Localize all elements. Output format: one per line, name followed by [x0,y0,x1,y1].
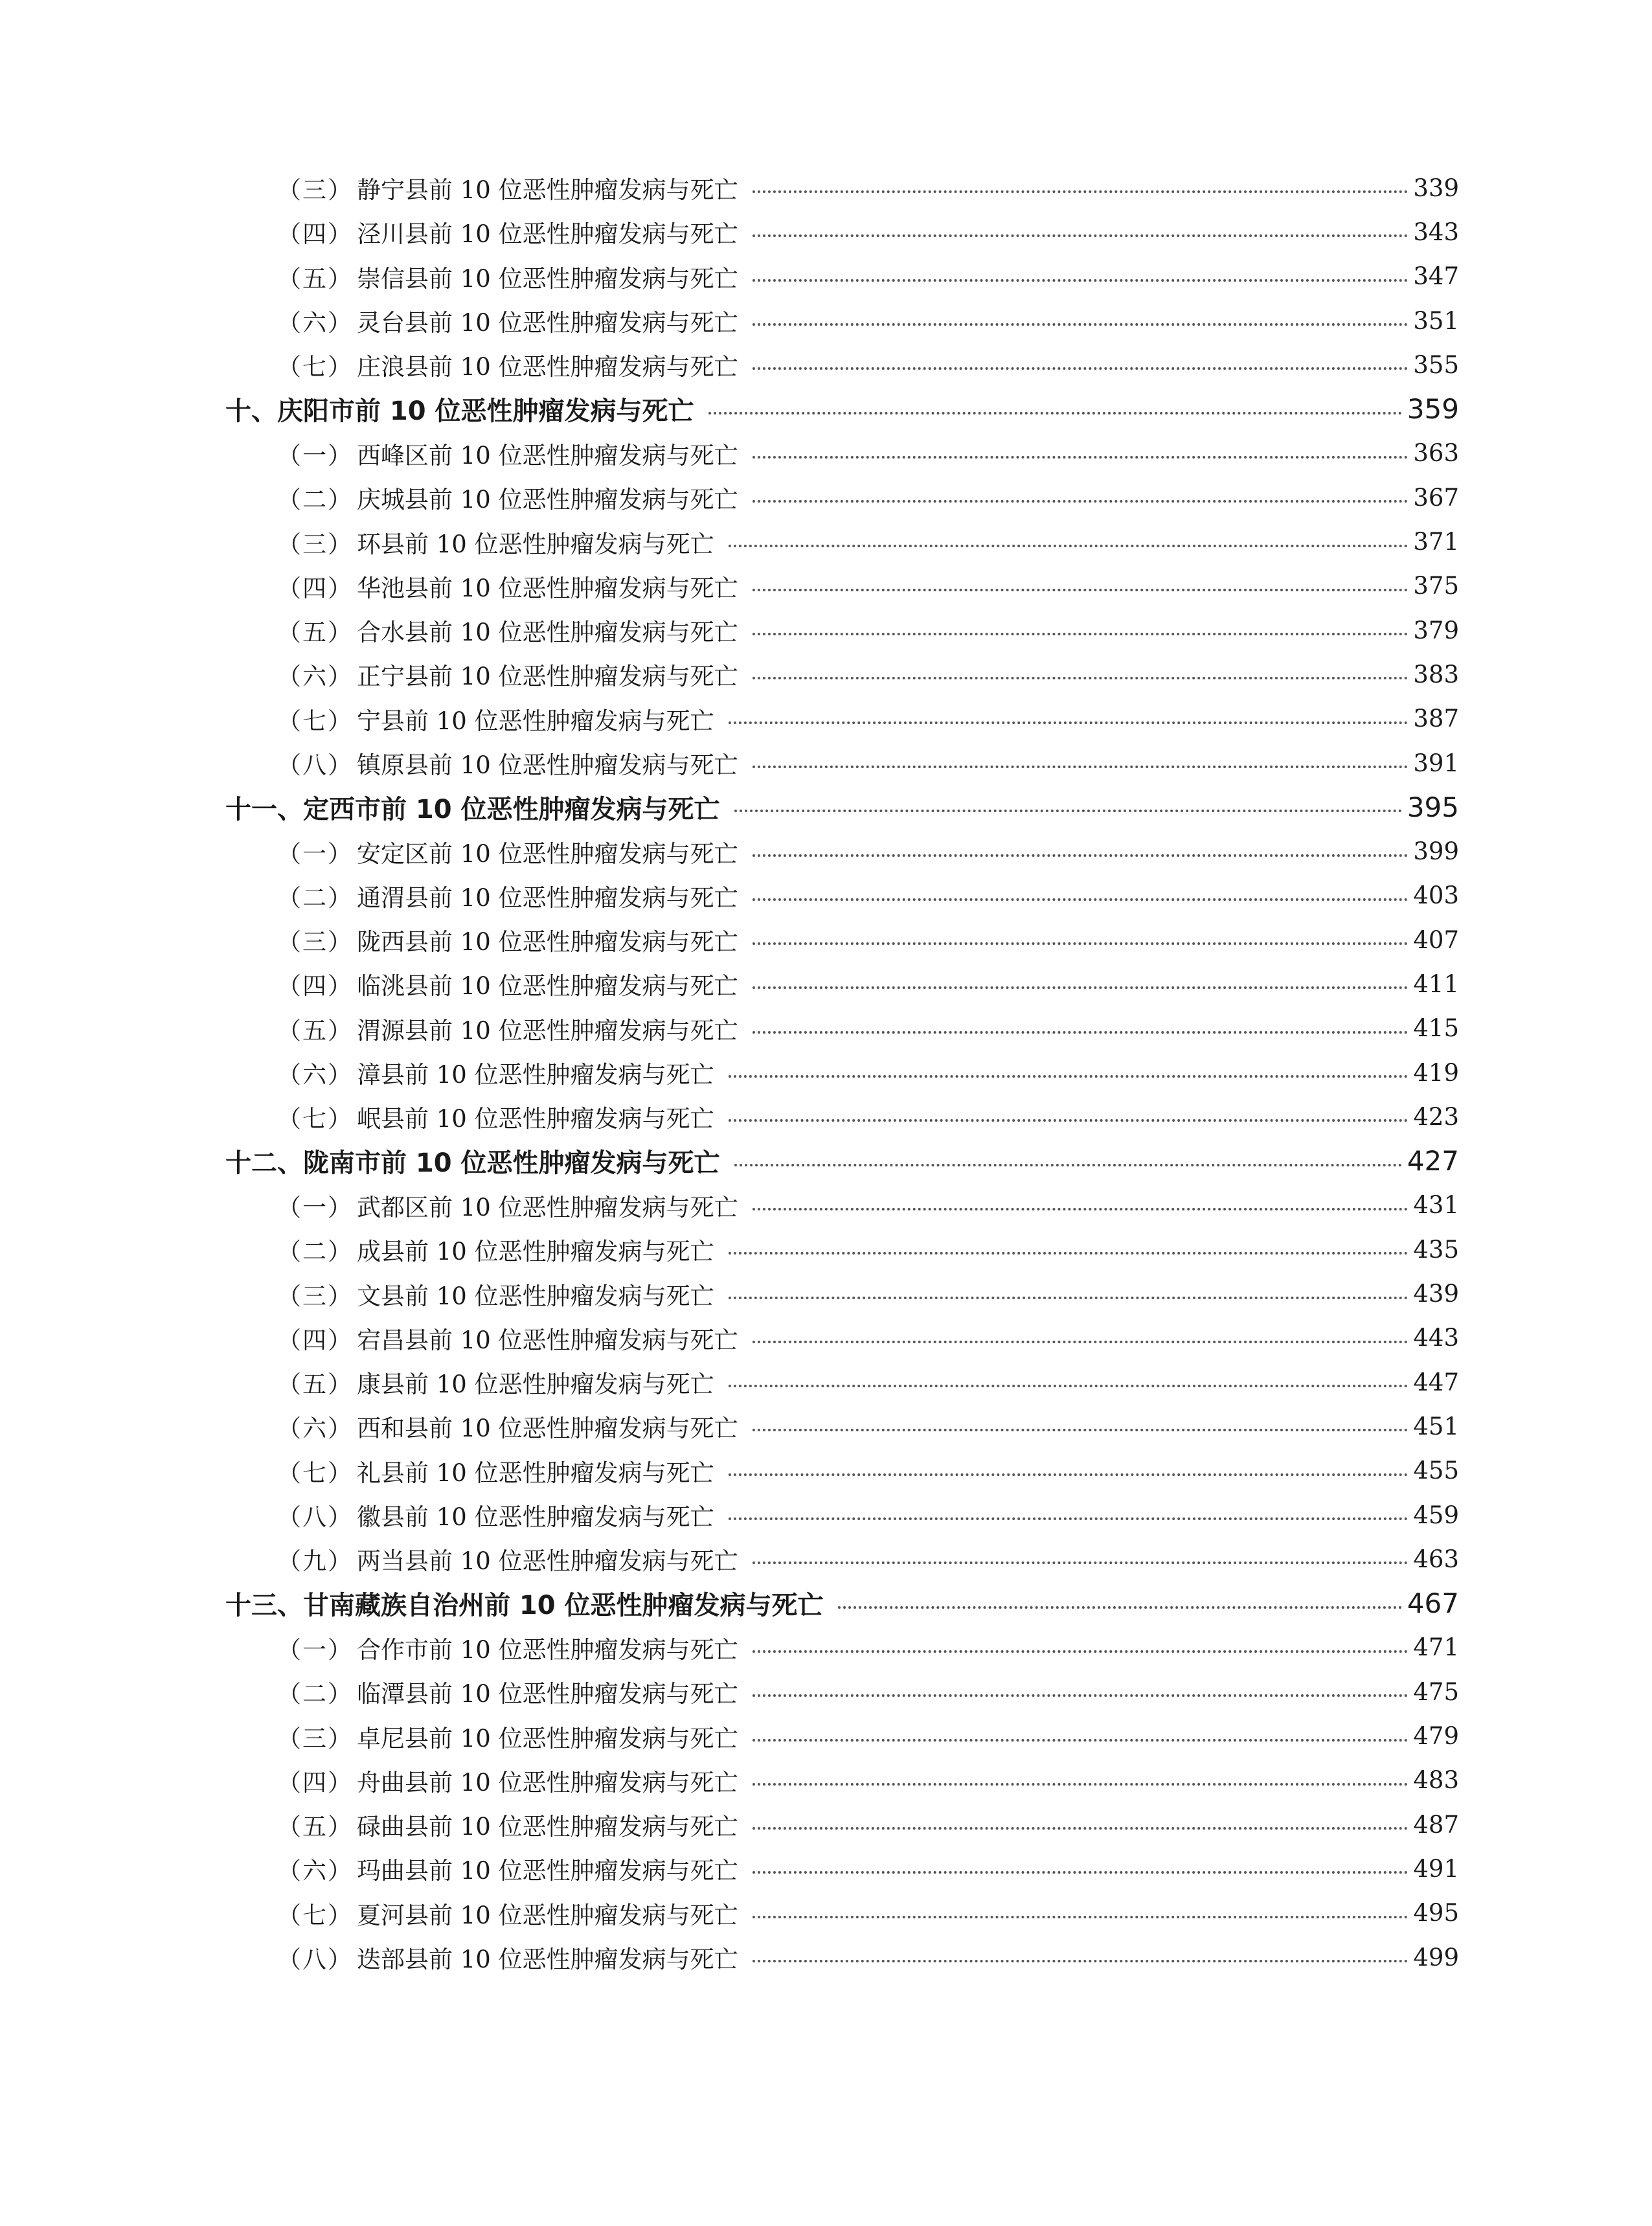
entry-number: （七） [277,1459,353,1487]
entry-number: （四） [277,1326,353,1354]
entry-title: 西峰区前 10 位恶性肿瘤发病与死亡 [357,441,738,470]
dot-leader [752,854,1409,857]
entry-title: 碌曲县前 10 位恶性肿瘤发病与死亡 [357,1813,738,1841]
entry-page-number: 383 [1413,660,1459,688]
entry-page-number: 367 [1413,483,1459,512]
toc-subsection-entry[interactable] [225,697,1459,741]
entry-number: （九） [277,1547,353,1576]
entry-page-number: 387 [1413,705,1459,733]
entry-page-number: 495 [1413,1899,1459,1927]
entry-title: 安定区前 10 位恶性肿瘤发病与死亡 [357,839,738,868]
entry-number: （一） [277,441,353,470]
toc-subsection-entry[interactable] [225,1316,1459,1360]
entry-number: （二） [277,883,353,912]
dot-leader [729,721,1409,724]
entry-title: 环县前 10 位恶性肿瘤发病与死亡 [357,530,714,558]
dot-leader [734,810,1402,812]
toc-subsection-entry[interactable] [225,1493,1459,1537]
toc-subsection-entry[interactable] [225,1006,1459,1051]
toc-subsection-entry[interactable] [225,829,1459,873]
entry-number: （五） [277,1370,353,1399]
toc-subsection-entry[interactable] [225,608,1459,652]
entry-number: （三） [277,928,353,957]
toc-section-entry[interactable] [225,387,1459,431]
dot-leader [752,1341,1409,1343]
entry-title: 夏河县前 10 位恶性肿瘤发病与死亡 [357,1901,738,1929]
dot-leader [752,1031,1409,1034]
entry-title: 陇南市前 10 位恶性肿瘤发病与死亡 [303,1148,720,1179]
entry-title: 西和县前 10 位恶性肿瘤发病与死亡 [357,1414,738,1443]
dot-leader [734,1164,1402,1166]
toc-subsection-entry[interactable] [225,1095,1459,1139]
entry-page-number: 391 [1413,749,1459,777]
dot-leader [752,279,1409,282]
entry-number: （三） [277,1724,353,1753]
entry-title: 镇原县前 10 位恶性肿瘤发病与死亡 [357,751,738,779]
entry-page-number: 355 [1413,350,1459,379]
toc-subsection-entry[interactable] [225,1051,1459,1095]
entry-number: （五） [277,264,353,293]
dot-leader [752,1960,1409,1962]
entry-number: （四） [277,1768,353,1797]
entry-number: （三） [277,176,353,205]
entry-number: （五） [277,619,353,647]
entry-title: 成县前 10 位恶性肿瘤发病与死亡 [357,1238,714,1266]
entry-title: 卓尼县前 10 位恶性肿瘤发病与死亡 [357,1724,738,1753]
entry-title: 迭部县前 10 位恶性肿瘤发病与死亡 [357,1946,738,1974]
entry-title: 临潭县前 10 位恶性肿瘤发病与死亡 [357,1680,738,1709]
entry-page-number: 347 [1413,262,1459,291]
toc-subsection-entry[interactable] [225,1802,1459,1846]
entry-title: 渭源县前 10 位恶性肿瘤发病与死亡 [357,1016,738,1045]
entry-page-number: 491 [1413,1854,1459,1883]
entry-title: 通渭县前 10 位恶性肿瘤发病与死亡 [357,883,738,912]
entry-number: （二） [277,1238,353,1266]
entry-title: 合作市前 10 位恶性肿瘤发病与死亡 [357,1635,738,1664]
entry-title: 康县前 10 位恶性肿瘤发病与死亡 [357,1370,714,1399]
dot-leader [838,1606,1402,1609]
entry-number: （二） [277,486,353,514]
dot-leader [752,1916,1409,1918]
entry-number: （五） [277,1813,353,1841]
dot-leader [729,1517,1409,1520]
toc-subsection-entry[interactable] [225,1846,1459,1891]
entry-page-number: 483 [1413,1766,1459,1795]
dot-leader [752,1871,1409,1874]
dot-leader [752,1562,1409,1564]
toc-subsection-entry[interactable] [225,299,1459,343]
toc-subsection-entry[interactable] [225,166,1459,210]
entry-title: 甘南藏族自治州前 10 位恶性肿瘤发病与死亡 [303,1591,824,1621]
dot-leader [752,766,1409,768]
entry-number: （六） [277,1061,353,1089]
dot-leader [752,1694,1409,1697]
entry-title: 泾川县前 10 位恶性肿瘤发病与死亡 [357,220,738,249]
dot-leader [708,412,1402,415]
dot-leader [729,545,1409,547]
entry-page-number: 379 [1413,616,1459,644]
entry-page-number: 415 [1413,1014,1459,1043]
entry-title: 宕昌县前 10 位恶性肿瘤发病与死亡 [357,1326,738,1354]
toc-subsection-entry[interactable] [225,1626,1459,1670]
toc-subsection-entry[interactable] [225,343,1459,387]
entry-title: 华池县前 10 位恶性肿瘤发病与死亡 [357,574,738,602]
entry-title: 两当县前 10 位恶性肿瘤发病与死亡 [357,1547,738,1576]
dot-leader [752,1739,1409,1742]
entry-number: （七） [277,1901,353,1929]
entry-page-number: 339 [1413,174,1459,202]
entry-page-number: 359 [1407,393,1459,426]
entry-page-number: 431 [1413,1191,1459,1220]
entry-title: 庆城县前 10 位恶性肿瘤发病与死亡 [357,486,738,514]
dot-leader [752,633,1409,635]
entry-number: （七） [277,1105,353,1133]
toc-section-entry[interactable] [225,1139,1459,1183]
entry-number: （三） [277,1282,353,1310]
dot-leader [752,367,1409,370]
entry-number: （一） [277,839,353,868]
dot-leader [752,234,1409,237]
dot-leader [752,1429,1409,1431]
toc-subsection-entry[interactable] [225,962,1459,1006]
toc-subsection-entry[interactable] [225,519,1459,563]
entry-number: 十、 [225,396,277,427]
toc-subsection-entry[interactable] [225,1758,1459,1802]
entry-number: 十二、 [225,1148,303,1179]
table-of-contents [225,166,1459,1979]
entry-page-number: 419 [1413,1058,1459,1087]
entry-page-number: 343 [1413,218,1459,246]
toc-subsection-entry[interactable] [225,918,1459,962]
toc-section-entry[interactable] [225,1582,1459,1626]
entry-page-number: 375 [1413,572,1459,600]
dot-leader [729,1473,1409,1476]
entry-number: （四） [277,574,353,602]
toc-subsection-entry[interactable] [225,210,1459,254]
entry-number: （六） [277,309,353,337]
entry-page-number: 451 [1413,1412,1459,1440]
entry-title: 正宁县前 10 位恶性肿瘤发病与死亡 [357,663,738,691]
entry-page-number: 427 [1407,1145,1459,1177]
dot-leader [752,456,1409,459]
toc-subsection-entry[interactable] [225,1714,1459,1758]
entry-page-number: 363 [1413,439,1459,468]
entry-title: 岷县前 10 位恶性肿瘤发病与死亡 [357,1105,714,1133]
dot-leader [752,190,1409,193]
entry-title: 漳县前 10 位恶性肿瘤发病与死亡 [357,1061,714,1089]
dot-leader [752,1208,1409,1210]
entry-page-number: 447 [1413,1368,1459,1396]
entry-title: 庆阳市前 10 位恶性肿瘤发病与死亡 [277,396,694,427]
toc-subsection-entry[interactable] [225,1227,1459,1271]
entry-title: 宁县前 10 位恶性肿瘤发病与死亡 [357,707,714,735]
entry-number: 十三、 [225,1591,303,1621]
toc-subsection-entry[interactable] [225,1360,1459,1404]
entry-number: 十一、 [225,794,303,824]
entry-page-number: 459 [1413,1501,1459,1529]
entry-page-number: 479 [1413,1722,1459,1751]
entry-number: （四） [277,972,353,1001]
entry-page-number: 463 [1413,1545,1459,1573]
entry-title: 定西市前 10 位恶性肿瘤发病与死亡 [303,794,720,824]
entry-page-number: 371 [1413,528,1459,556]
entry-number: （一） [277,1193,353,1221]
toc-subsection-entry[interactable] [225,1271,1459,1315]
dot-leader [729,1385,1409,1387]
toc-subsection-entry[interactable] [225,1670,1459,1714]
entry-number: （一） [277,1635,353,1664]
entry-title: 静宁县前 10 位恶性肿瘤发病与死亡 [357,176,738,205]
entry-title: 崇信县前 10 位恶性肿瘤发病与死亡 [357,264,738,293]
entry-title: 陇西县前 10 位恶性肿瘤发病与死亡 [357,928,738,957]
dot-leader [752,898,1409,901]
entry-title: 武都区前 10 位恶性肿瘤发病与死亡 [357,1193,738,1221]
toc-subsection-entry[interactable] [225,1449,1459,1493]
dot-leader [752,677,1409,679]
dot-leader [752,942,1409,945]
entry-number: （三） [277,530,353,558]
entry-page-number: 351 [1413,306,1459,335]
entry-number: （四） [277,220,353,249]
entry-page-number: 439 [1413,1280,1459,1308]
entry-title: 灵台县前 10 位恶性肿瘤发病与死亡 [357,309,738,337]
entry-number: （八） [277,1946,353,1974]
entry-number: （二） [277,1680,353,1709]
dot-leader [752,589,1409,591]
dot-leader [752,1650,1409,1653]
entry-number: （六） [277,1414,353,1443]
entry-page-number: 467 [1407,1587,1459,1620]
entry-title: 合水县前 10 位恶性肿瘤发病与死亡 [357,619,738,647]
toc-section-entry[interactable] [225,785,1459,829]
toc-subsection-entry[interactable] [225,1537,1459,1581]
entry-number: （八） [277,751,353,779]
entry-title: 礼县前 10 位恶性肿瘤发病与死亡 [357,1459,714,1487]
entry-page-number: 455 [1413,1457,1459,1485]
toc-subsection-entry[interactable] [225,652,1459,696]
entry-title: 文县前 10 位恶性肿瘤发病与死亡 [357,1282,714,1310]
toc-subsection-entry[interactable] [225,255,1459,299]
entry-page-number: 423 [1413,1102,1459,1131]
entry-title: 玛曲县前 10 位恶性肿瘤发病与死亡 [357,1857,738,1885]
toc-subsection-entry[interactable] [225,1891,1459,1935]
dot-leader [752,986,1409,989]
dot-leader [752,1783,1409,1786]
entry-title: 舟曲县前 10 位恶性肿瘤发病与死亡 [357,1768,738,1797]
entry-page-number: 411 [1413,970,1459,998]
entry-number: （五） [277,1016,353,1045]
entry-number: （六） [277,663,353,691]
entry-page-number: 443 [1413,1324,1459,1352]
entry-number: （七） [277,707,353,735]
entry-number: （八） [277,1503,353,1532]
toc-subsection-entry[interactable] [225,874,1459,918]
dot-leader [752,323,1409,326]
dot-leader [729,1252,1409,1255]
toc-subsection-entry[interactable] [225,741,1459,785]
entry-page-number: 399 [1413,837,1459,866]
toc-subsection-entry[interactable] [225,564,1459,608]
entry-page-number: 499 [1413,1943,1459,1971]
dot-leader [729,1119,1409,1122]
entry-number: （七） [277,353,353,381]
entry-page-number: 435 [1413,1235,1459,1264]
entry-page-number: 403 [1413,881,1459,910]
entry-title: 徽县前 10 位恶性肿瘤发病与死亡 [357,1503,714,1532]
entry-page-number: 475 [1413,1677,1459,1706]
toc-subsection-entry[interactable] [225,1183,1459,1227]
toc-subsection-entry[interactable] [225,431,1459,475]
entry-number: （六） [277,1857,353,1885]
dot-leader [752,500,1409,503]
toc-subsection-entry[interactable] [225,475,1459,519]
dot-leader [752,1827,1409,1830]
entry-page-number: 487 [1413,1810,1459,1839]
entry-page-number: 407 [1413,926,1459,954]
entry-page-number: 395 [1407,791,1459,823]
toc-subsection-entry[interactable] [225,1935,1459,1979]
toc-subsection-entry[interactable] [225,1404,1459,1448]
dot-leader [729,1075,1409,1078]
dot-leader [729,1297,1409,1299]
entry-title: 庄浪县前 10 位恶性肿瘤发病与死亡 [357,353,738,381]
entry-page-number: 471 [1413,1633,1459,1662]
entry-title: 临洮县前 10 位恶性肿瘤发病与死亡 [357,972,738,1001]
